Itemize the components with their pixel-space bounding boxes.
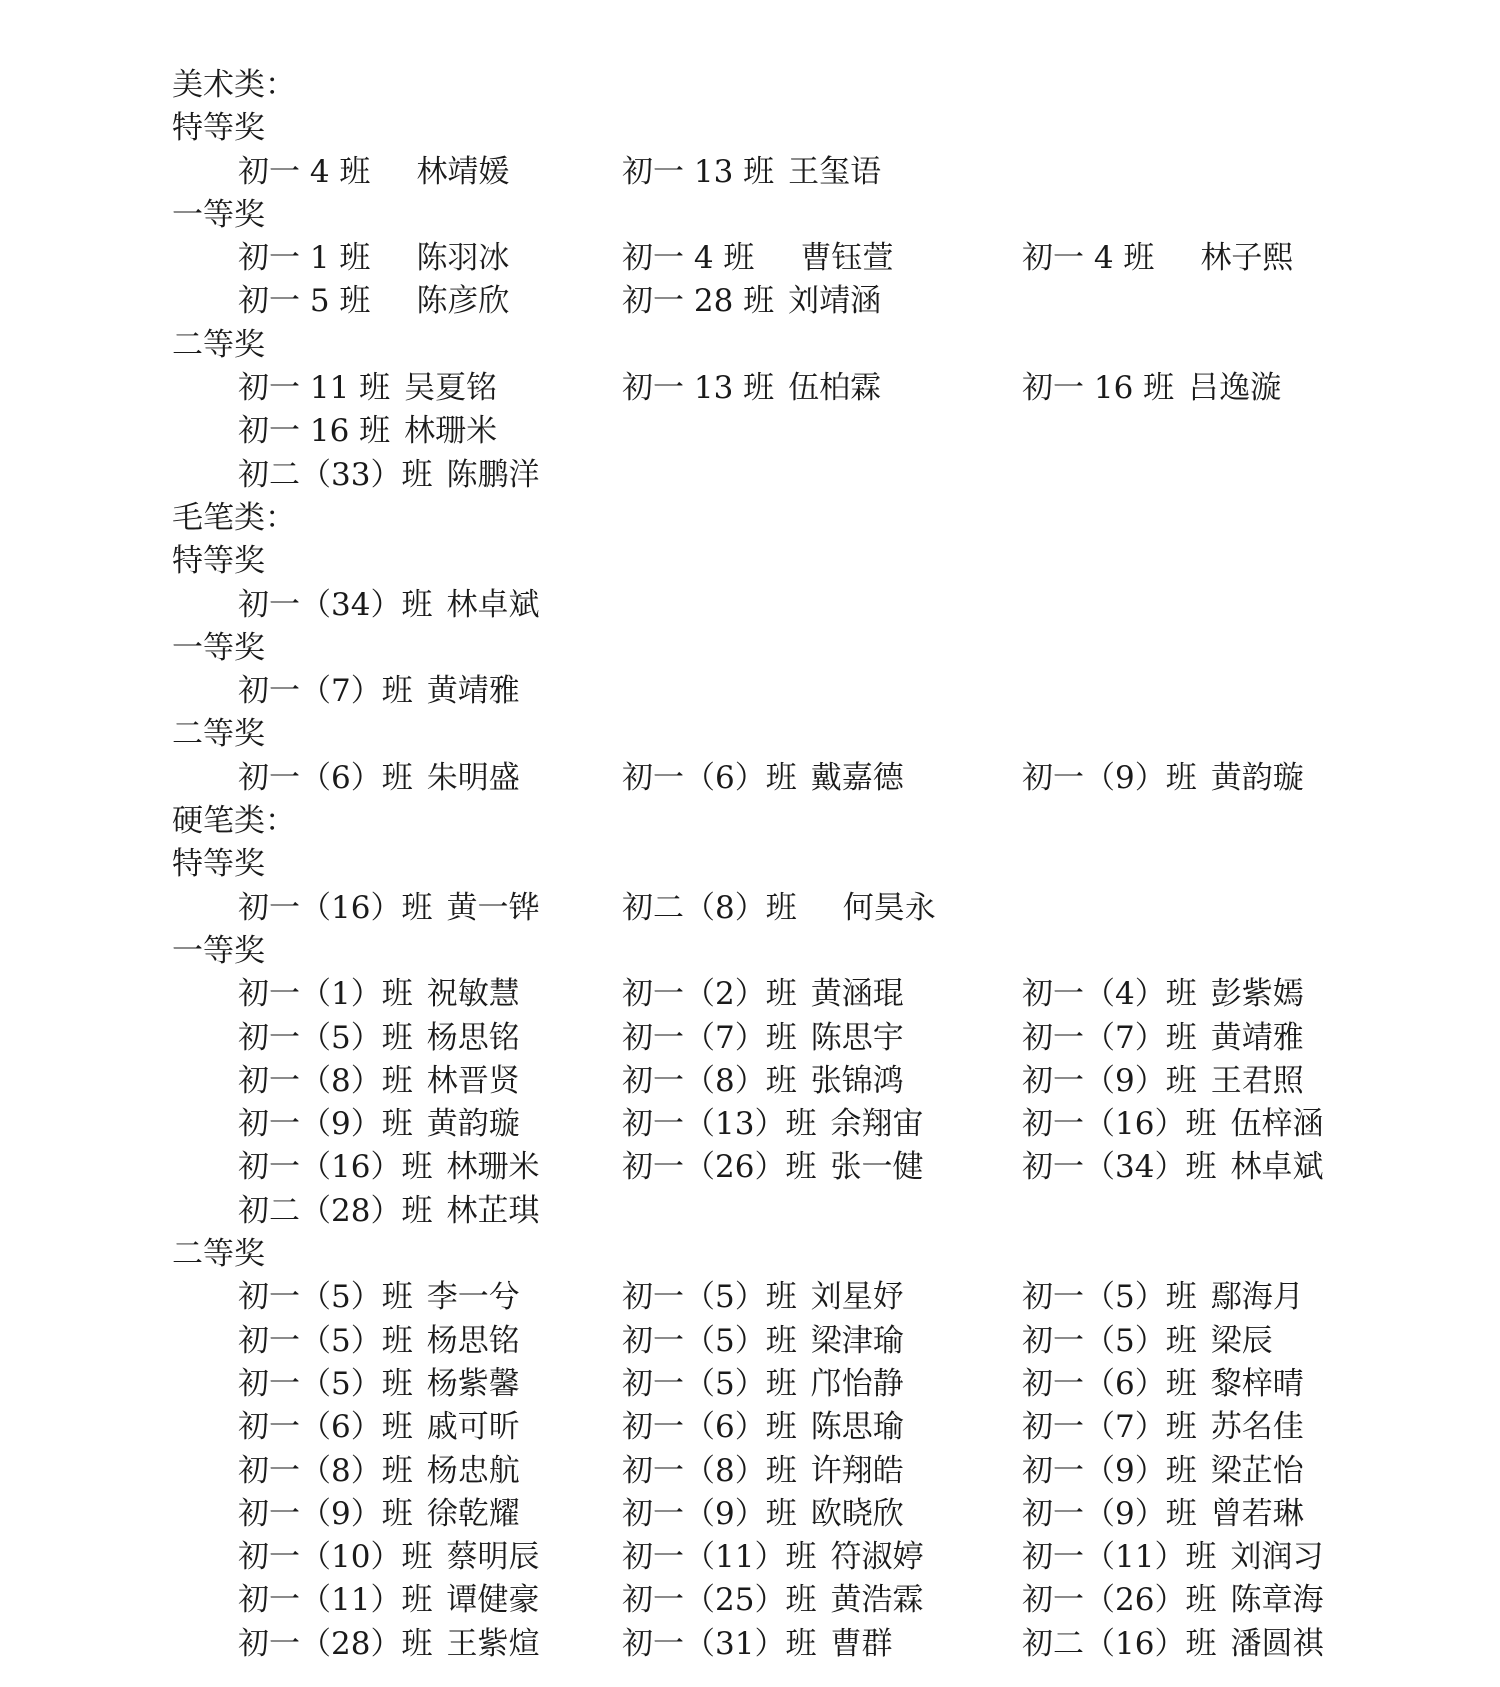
student-name: 彭紫嫣 [1210,976,1304,1013]
student-name: 王玺语 [788,153,882,190]
winner-row [172,1103,1422,1146]
winner-entry [238,1536,539,1579]
winner-entry [1022,1579,1323,1622]
winner-entry [238,1060,520,1103]
winner-row [172,973,1422,1016]
student-name: 祝敏慧 [426,976,520,1013]
class-label: 初一 4 班 [1022,240,1155,277]
class-label: 初一（11）班 [622,1539,817,1576]
student-name: 黄靖雅 [1210,1019,1304,1056]
winner-entry [238,973,520,1016]
winner-entry [238,367,497,410]
student-name: 苏名佳 [1210,1409,1304,1446]
class-label: 初一（6）班 [238,1409,413,1446]
award-list-document [172,64,1422,1666]
student-name: 杨思铭 [426,1019,520,1056]
class-label: 初一（5）班 [622,1279,797,1316]
student-name: 戴嘉德 [810,759,904,796]
class-label: 初一（11）班 [238,1582,433,1619]
class-label: 初一 11 班 [238,370,391,407]
student-name: 吴夏铭 [404,370,498,407]
class-label: 初一（28）班 [238,1625,433,1662]
winner-row [172,280,1422,323]
student-name: 曹钰萱 [800,240,894,277]
winner-entry [238,887,539,930]
student-name: 梁芷怡 [1210,1452,1304,1489]
winner-row [172,1579,1422,1622]
class-label: 初一 5 班 [238,283,371,320]
student-name: 戚可昕 [426,1409,520,1446]
class-label: 初一（5）班 [1022,1322,1197,1359]
winner-entry [1022,1493,1304,1536]
winner-entry [622,367,881,410]
student-name: 蔡明辰 [446,1539,540,1576]
class-label: 初一（2）班 [622,976,797,1013]
award-level-heading: 二等奖 [172,1236,265,1273]
winner-entry [1022,367,1281,410]
class-label: 初一（5）班 [238,1019,413,1056]
winner-entry [622,1060,904,1103]
winner-row [172,151,1422,194]
class-label: 初二（33）班 [238,456,433,493]
student-name: 许翔皓 [810,1452,904,1489]
winner-entry [238,1493,520,1536]
student-name: 黄一铧 [446,889,540,926]
winner-entry [238,280,509,323]
winner-entry [1022,1320,1273,1363]
winner-entry [1022,1536,1323,1579]
winner-row [172,1623,1422,1666]
winner-entry [238,1363,520,1406]
student-name: 张一健 [830,1149,924,1186]
class-label: 初一（8）班 [238,1452,413,1489]
winner-entry [622,1623,892,1666]
class-label: 初一 4 班 [622,240,755,277]
student-name: 符淑婷 [830,1539,924,1576]
winner-entry [1022,973,1304,1016]
winner-entry [238,1623,539,1666]
winner-row [172,1320,1422,1363]
student-name: 刘靖涵 [788,283,882,320]
winner-entry [238,1146,539,1189]
student-name: 林靖媛 [416,153,510,190]
winner-entry [238,410,497,453]
award-level-heading: 一等奖 [172,629,265,666]
winner-entry [622,1320,904,1363]
class-label: 初一（8）班 [622,1062,797,1099]
winner-entry [622,1146,923,1189]
class-label: 初一 13 班 [622,153,775,190]
student-name: 杨紫馨 [426,1365,520,1402]
student-name: 鄢海月 [1210,1279,1304,1316]
student-name: 陈思瑜 [810,1409,904,1446]
student-name: 黎梓晴 [1210,1365,1304,1402]
winner-entry [1022,1017,1304,1060]
student-name: 余翔宙 [830,1106,924,1143]
class-label: 初一（5）班 [622,1322,797,1359]
winner-entry [1022,1276,1304,1319]
class-label: 初一（7）班 [1022,1019,1197,1056]
class-label: 初一（16）班 [238,889,433,926]
class-label: 初一（8）班 [238,1062,413,1099]
winner-entry [238,151,509,194]
student-name: 黄浩霖 [830,1582,924,1619]
class-label: 初二（8）班 [622,889,797,926]
winner-row [172,1017,1422,1060]
class-label: 初一（5）班 [238,1279,413,1316]
student-name: 林珊米 [404,413,498,450]
class-label: 初一（9）班 [238,1495,413,1532]
student-name: 林卓斌 [446,586,540,623]
winner-entry [1022,1060,1304,1103]
student-name: 杨忠航 [426,1452,520,1489]
award-level-heading: 二等奖 [172,326,265,363]
winner-entry [622,151,881,194]
class-label: 初一（16）班 [238,1149,433,1186]
student-name: 张锦鸿 [810,1062,904,1099]
class-label: 初一（8）班 [622,1452,797,1489]
winner-row [172,237,1422,280]
class-label: 初一（31）班 [622,1625,817,1662]
winner-row [172,410,1422,453]
class-label: 初一（26）班 [622,1149,817,1186]
class-label: 初一（5）班 [238,1365,413,1402]
class-label: 初一（1）班 [238,976,413,1013]
student-name: 谭健豪 [446,1582,540,1619]
student-name: 李一兮 [426,1279,520,1316]
class-label: 初一 16 班 [1022,370,1175,407]
student-name: 曹群 [830,1625,893,1662]
winner-entry [622,1017,904,1060]
winner-entry [1022,1623,1323,1666]
winner-row [172,1190,1422,1233]
award-level-heading: 二等奖 [172,716,265,753]
class-label: 初一（34）班 [1022,1149,1217,1186]
winner-row [172,367,1422,410]
class-label: 初一（9）班 [238,1106,413,1143]
winner-entry [622,973,904,1016]
section-title: 硬笔类： [172,803,296,840]
section-title: 毛笔类： [172,499,296,536]
class-label: 初一（9）班 [1022,1495,1197,1532]
class-label: 初一（6）班 [622,1409,797,1446]
student-name: 何昊永 [842,889,936,926]
student-name: 林子熙 [1200,240,1294,277]
class-label: 初一（7）班 [622,1019,797,1056]
winner-entry [622,1579,923,1622]
student-name: 梁津瑜 [810,1322,904,1359]
award-level-heading: 特等奖 [172,543,265,580]
winner-entry [622,1536,923,1579]
student-name: 林晋贤 [426,1062,520,1099]
winner-row [172,1493,1422,1536]
winner-entry [622,1493,904,1536]
winner-entry [1022,1103,1323,1146]
student-name: 陈羽冰 [416,240,510,277]
award-level-heading: 特等奖 [172,846,265,883]
student-name: 欧晓欣 [810,1495,904,1532]
student-name: 伍梓涵 [1230,1106,1324,1143]
award-level-heading: 一等奖 [172,196,265,233]
class-label: 初一（34）班 [238,586,433,623]
award-level-heading: 特等奖 [172,110,265,147]
winner-entry [238,1320,520,1363]
student-name: 刘星妤 [810,1279,904,1316]
class-label: 初一（9）班 [622,1495,797,1532]
student-name: 林珊米 [446,1149,540,1186]
winner-entry [1022,757,1304,800]
student-name: 刘润习 [1230,1539,1324,1576]
winner-entry [238,1276,520,1319]
winner-entry [622,1363,904,1406]
winner-entry [238,1190,539,1233]
winner-entry [238,1103,520,1146]
student-name: 黄涵琨 [810,976,904,1013]
winner-row [172,584,1422,627]
winner-row [172,1060,1422,1103]
winner-entry [622,280,881,323]
winner-row [172,757,1422,800]
winner-row [172,1276,1422,1319]
student-name: 黄韵璇 [426,1106,520,1143]
student-name: 杨思铭 [426,1322,520,1359]
student-name: 黄韵璇 [1210,759,1304,796]
winner-entry [238,757,520,800]
winner-entry [238,584,539,627]
winner-entry [238,670,520,713]
winner-entry [1022,1450,1304,1493]
winner-entry [622,1276,904,1319]
winner-row [172,887,1422,930]
winner-entry [622,1450,904,1493]
student-name: 吕逸漩 [1188,370,1282,407]
winner-entry [238,1017,520,1060]
winner-row [172,454,1422,497]
class-label: 初一（6）班 [1022,1365,1197,1402]
winner-entry [622,1103,923,1146]
student-name: 林卓斌 [1230,1149,1324,1186]
winner-entry [238,237,509,280]
winner-entry [1022,1363,1304,1406]
student-name: 梁辰 [1210,1322,1273,1359]
student-name: 邝怡静 [810,1365,904,1402]
winner-entry [238,1579,539,1622]
class-label: 初一（26）班 [1022,1582,1217,1619]
student-name: 徐乾耀 [426,1495,520,1532]
class-label: 初二（16）班 [1022,1625,1217,1662]
winner-entry [1022,1406,1304,1449]
class-label: 初一（9）班 [1022,1062,1197,1099]
class-label: 初一 1 班 [238,240,371,277]
student-name: 潘圆祺 [1230,1625,1324,1662]
winner-entry [622,887,936,930]
winner-entry [238,1450,520,1493]
section-title: 美术类： [172,67,296,103]
student-name: 伍柏霖 [788,370,882,407]
student-name: 林芷琪 [446,1192,540,1229]
winner-entry [622,757,904,800]
class-label: 初一 16 班 [238,413,391,450]
winner-row [172,1406,1422,1449]
class-label: 初二（28）班 [238,1192,433,1229]
student-name: 陈鹏洋 [446,456,540,493]
student-name: 陈彦欣 [416,283,510,320]
class-label: 初一（16）班 [1022,1106,1217,1143]
class-label: 初一（4）班 [1022,976,1197,1013]
class-label: 初一（7）班 [1022,1409,1197,1446]
winner-row [172,1536,1422,1579]
award-level-heading: 一等奖 [172,932,265,969]
class-label: 初一（13）班 [622,1106,817,1143]
winner-entry [238,454,539,497]
class-label: 初一（10）班 [238,1539,433,1576]
winner-entry [238,1406,520,1449]
winner-entry [622,1406,904,1449]
class-label: 初一（5）班 [622,1365,797,1402]
class-label: 初一（6）班 [238,759,413,796]
student-name: 朱明盛 [426,759,520,796]
class-label: 初一（25）班 [622,1582,817,1619]
winner-entry [1022,1146,1323,1189]
class-label: 初一（11）班 [1022,1539,1217,1576]
winner-row [172,1146,1422,1189]
student-name: 曾若琳 [1210,1495,1304,1532]
student-name: 王君照 [1210,1062,1304,1099]
class-label: 初一 28 班 [622,283,775,320]
winner-row [172,1450,1422,1493]
class-label: 初一（5）班 [238,1322,413,1359]
student-name: 王紫煊 [446,1625,540,1662]
class-label: 初一（9）班 [1022,759,1197,796]
student-name: 黄靖雅 [426,673,520,710]
class-label: 初一 13 班 [622,370,775,407]
winner-entry [1022,237,1293,280]
class-label: 初一（5）班 [1022,1279,1197,1316]
winner-entry [622,237,893,280]
winner-row [172,670,1422,713]
class-label: 初一（7）班 [238,673,413,710]
winner-row [172,1363,1422,1406]
class-label: 初一（6）班 [622,759,797,796]
class-label: 初一（9）班 [1022,1452,1197,1489]
student-name: 陈思宇 [810,1019,904,1056]
class-label: 初一 4 班 [238,153,371,190]
student-name: 陈章海 [1230,1582,1324,1619]
